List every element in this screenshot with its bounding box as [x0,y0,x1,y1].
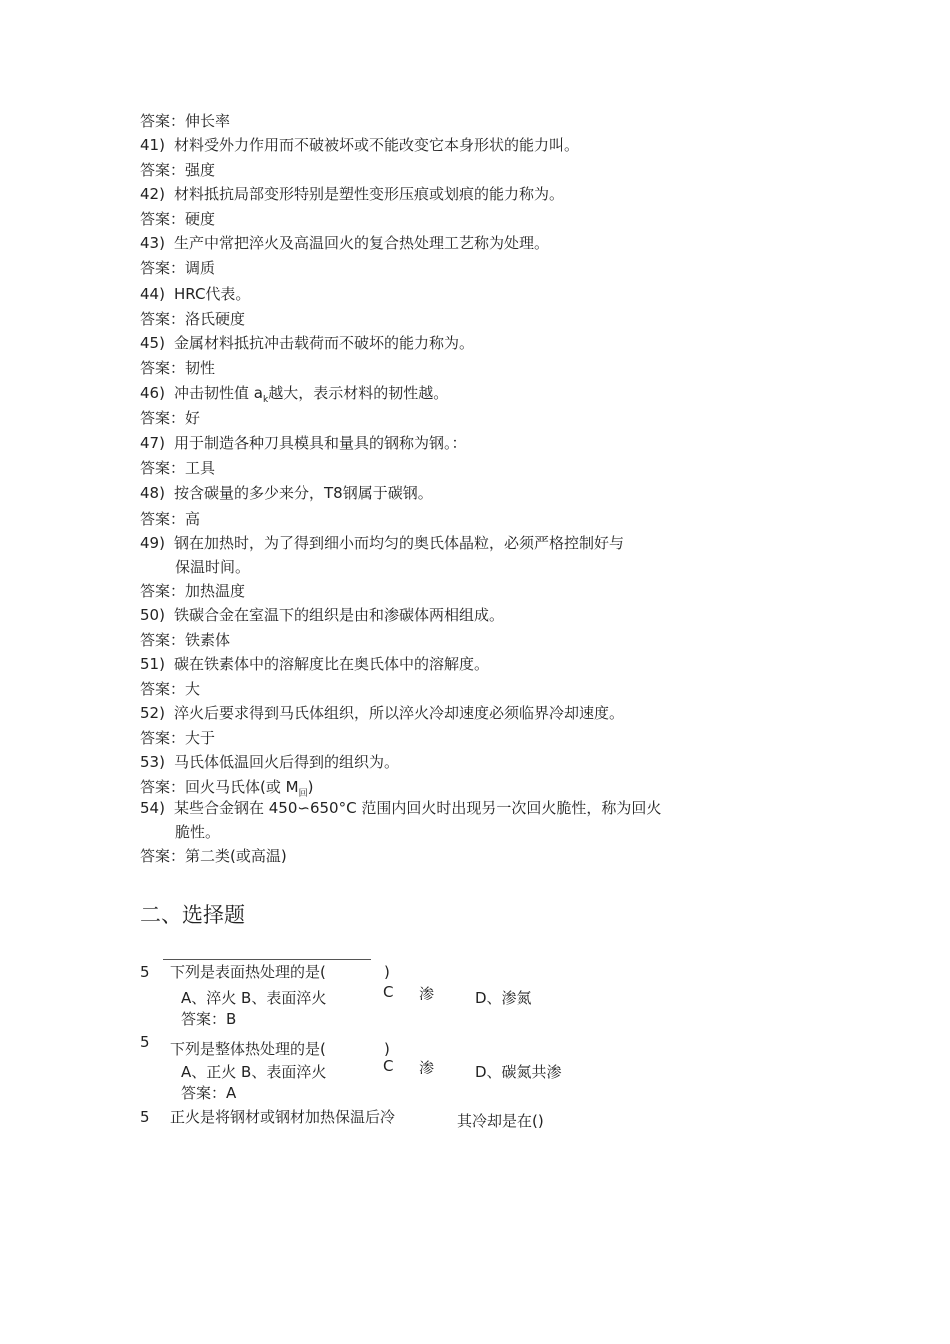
choice-question-close: ) [384,963,390,981]
question-54-continuation: 脆性。 [175,823,221,841]
question-45 [140,333,474,353]
answer-45: 答案：韧性 [140,359,216,377]
answer-49: 答案：加热温度 [140,582,246,600]
question-text: 马氏体低温回火后得到的组织为。 [174,753,400,771]
choice-option-c-text: 渗 [419,1059,435,1074]
question-text: 金属材料抵抗冲击载荷而不破坏的能力称为。 [174,334,475,352]
choice-number: 5 [140,1108,150,1126]
question-text: 淬火后要求得到马氏体组织，所以淬火冷却速度必须临界冷却速度。 [174,704,625,722]
question-51 [140,654,489,674]
answer-50: 答案：铁素体 [140,631,231,649]
answer-51: 答案：大 [140,680,201,698]
question-number: 51) [140,655,165,673]
question-text-pre: 冲击韧性值 a [174,384,263,402]
choice-question-close: ) [384,1040,390,1058]
question-text: HRC代表。 [174,285,251,303]
subscript-hui: 回 [298,789,308,799]
choice-number: 5 [140,963,150,981]
choice-options-ab: A、淬火 B、表面淬火 [181,989,327,1007]
question-text: 材料抵抗局部变形特别是塑性变形压痕或划痕的能力称为。 [174,185,565,203]
question-44 [140,284,250,304]
question-46 [140,383,448,410]
answer-54: 答案：第二类(或高温) [140,847,287,865]
question-49-continuation: 保温时间。 [175,558,251,576]
answer-48: 答案：高 [140,510,201,528]
choice-options-ab: A、正火 B、表面淬火 [181,1063,327,1081]
choice-question: 下列是整体热处理的是( [170,1040,326,1058]
question-number: 46) [140,384,165,402]
divider-line [163,959,371,960]
question-54 [140,798,661,818]
question-number: 43) [140,234,165,252]
question-number: 42) [140,185,165,203]
choice-answer: 答案：B [181,1010,237,1028]
question-41 [140,135,579,155]
question-text: 碳在铁素体中的溶解度比在奥氏体中的溶解度。 [174,655,490,673]
choice-question-tail: 其冷却是在() [457,1112,544,1130]
question-text: 铁碳合金在室温下的组织是由和渗碳体两相组成。 [174,606,505,624]
question-number: 50) [140,606,165,624]
question-52 [140,703,624,723]
answer-41: 答案：强度 [140,161,216,179]
question-49 [140,533,624,553]
question-number: 45) [140,334,165,352]
question-number: 53) [140,753,165,771]
choice-number: 5 [140,1033,150,1048]
answer-43: 答案：调质 [140,259,216,277]
question-number: 47) [140,434,165,452]
choice-question: 下列是表面热处理的是( [170,963,326,981]
question-number: 48) [140,484,165,502]
question-number: 49) [140,534,165,552]
question-43 [140,233,549,253]
answer-42: 答案：硬度 [140,210,216,228]
answer-47: 答案：工具 [140,459,216,477]
question-number: 41) [140,136,165,154]
question-text: 某些合金钢在 450∽650°C 范围内回火时出现另一次回火脆性，称为回火 [174,799,662,817]
choice-option-d: D、渗氮 [475,989,532,1007]
choice-option-d: D、碳氮共渗 [475,1063,562,1081]
question-number: 52) [140,704,165,722]
answer-text-post: ) [307,778,314,796]
question-47 [140,433,467,453]
choice-answer: 答案：A [181,1084,237,1102]
answer-44: 答案：洛氏硬度 [140,310,246,328]
choice-option-c-label: C [383,1057,394,1075]
section-title: 二、选择题 [140,903,245,927]
choice-option-c-label: C [383,983,394,1001]
question-text: 材料受外力作用而不破被坏或不能改变它本身形状的能力叫。 [174,136,580,154]
subscript-k: k [262,395,269,405]
question-50 [140,605,504,625]
question-42 [140,184,564,204]
answer-46: 答案：好 [140,409,201,427]
answer-text-pre: 答案：回火马氏体(或 M [140,778,299,796]
answer-52: 答案：大于 [140,729,216,747]
choice-question: 正火是将钢材或钢材加热保温后冷 [170,1108,396,1124]
question-text: 钢在加热时，为了得到细小而均匀的奥氏体晶粒，必须严格控制好与 [174,534,625,552]
question-53 [140,752,399,772]
choice-option-c-text: 渗 [419,985,435,1000]
question-48 [140,483,433,503]
question-text: 用于制造各种刀具模具和量具的钢称为钢。： [174,434,467,452]
question-number: 54) [140,799,165,817]
question-text: 生产中常把淬火及高温回火的复合热处理工艺称为处理。 [174,234,550,252]
question-text-post: 越大，表示材料的韧性越。 [268,384,449,402]
question-number: 44) [140,285,165,303]
answer-40: 答案：伸长率 [140,112,231,130]
question-text: 按含碳量的多少来分，T8钢属于碳钢。 [174,484,433,502]
